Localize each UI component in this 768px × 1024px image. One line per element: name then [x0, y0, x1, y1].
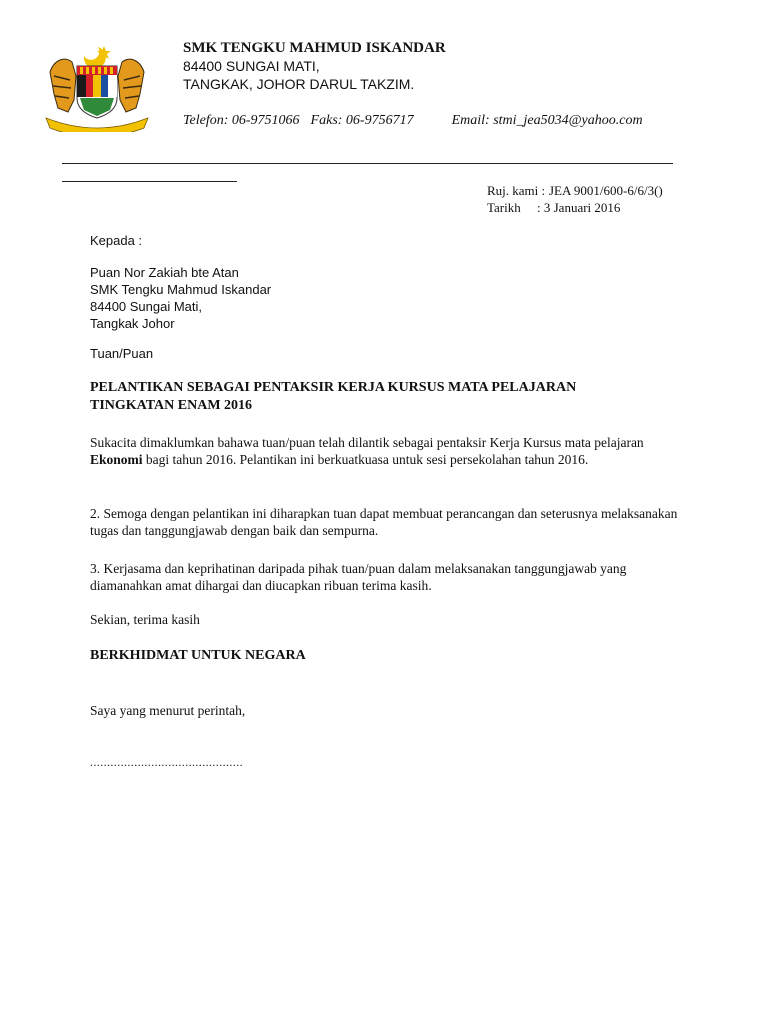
body-paragraph-3: 3. Kerjasama dan keprihatinan daripada pihak tuan/puan dalam melaksanakan tanggungjawab yang diamanahkan amat dihargai dan diucapkan ribuan terima kasih.	[90, 561, 627, 593]
closing-remark: Sekian, terima kasih	[90, 612, 200, 627]
body-paragraph-1	[90, 434, 680, 468]
header-divider-short	[62, 181, 237, 182]
tarikh-value: : 3 Januari 2016	[537, 200, 621, 215]
p1-text-after: bagi tahun 2016. Pelantikan ini berkuatkuasa untuk sesi persekolahan tahun 2016.	[142, 452, 589, 467]
recipient-name: Puan Nor Zakiah bte Atan	[90, 265, 239, 280]
recipient-school: SMK Tengku Mahmud Iskandar	[90, 282, 272, 297]
ruj-value: JEA 9001/600-6/6/3()	[549, 183, 663, 198]
signature-prefix: Saya yang menurut perintah,	[90, 703, 246, 718]
signature-line: .............................................	[90, 755, 243, 769]
reference-number	[487, 183, 663, 199]
email: Email: stmi_jea5034@yahoo.com	[451, 113, 643, 128]
letter-subject: PELANTIKAN SEBAGAI PENTAKSIR KERJA KURSUS MATA PELAJARAN TINGKATAN ENAM 2016	[90, 380, 577, 413]
letter-date	[487, 200, 620, 216]
header-divider	[62, 163, 673, 164]
recipient-city: Tangkak Johor	[90, 316, 175, 331]
body-paragraph-2: 2. Semoga dengan pelantikan ini diharapkan tuan dapat membuat perancangan dan seterusnya melaksanakan tugas dan tanggungjawab dengan baik dan sempurna.	[90, 506, 678, 538]
faks: Faks: 06-9756717	[310, 113, 414, 128]
school-name: SMK TENGKU MAHMUD ISKANDAR	[183, 40, 446, 56]
telefon: Telefon: 06-9751066	[183, 113, 300, 128]
contact-line	[183, 113, 654, 129]
kepada-label: Kepada :	[90, 233, 143, 248]
recipient-address: 84400 Sungai Mati,	[90, 299, 203, 314]
ruj-label: Ruj. kami :	[487, 183, 546, 198]
salutation: Tuan/Puan	[90, 346, 154, 361]
motto: BERKHIDMAT UNTUK NEGARA	[90, 648, 306, 663]
address-line-1: 84400 SUNGAI MATI,	[183, 58, 320, 74]
p1-text-before: Sukacita dimaklumkan bahawa tuan/puan telah dilantik sebagai pentaksir Kerja Kursus mata pelajaran	[90, 435, 644, 450]
p1-subject-name: Ekonomi	[90, 452, 143, 467]
tarikh-label: Tarikh	[487, 200, 521, 215]
malaysia-coat-of-arms-icon	[44, 42, 150, 132]
address-line-2: TANGKAK, JOHOR DARUL TAKZIM.	[183, 76, 415, 92]
